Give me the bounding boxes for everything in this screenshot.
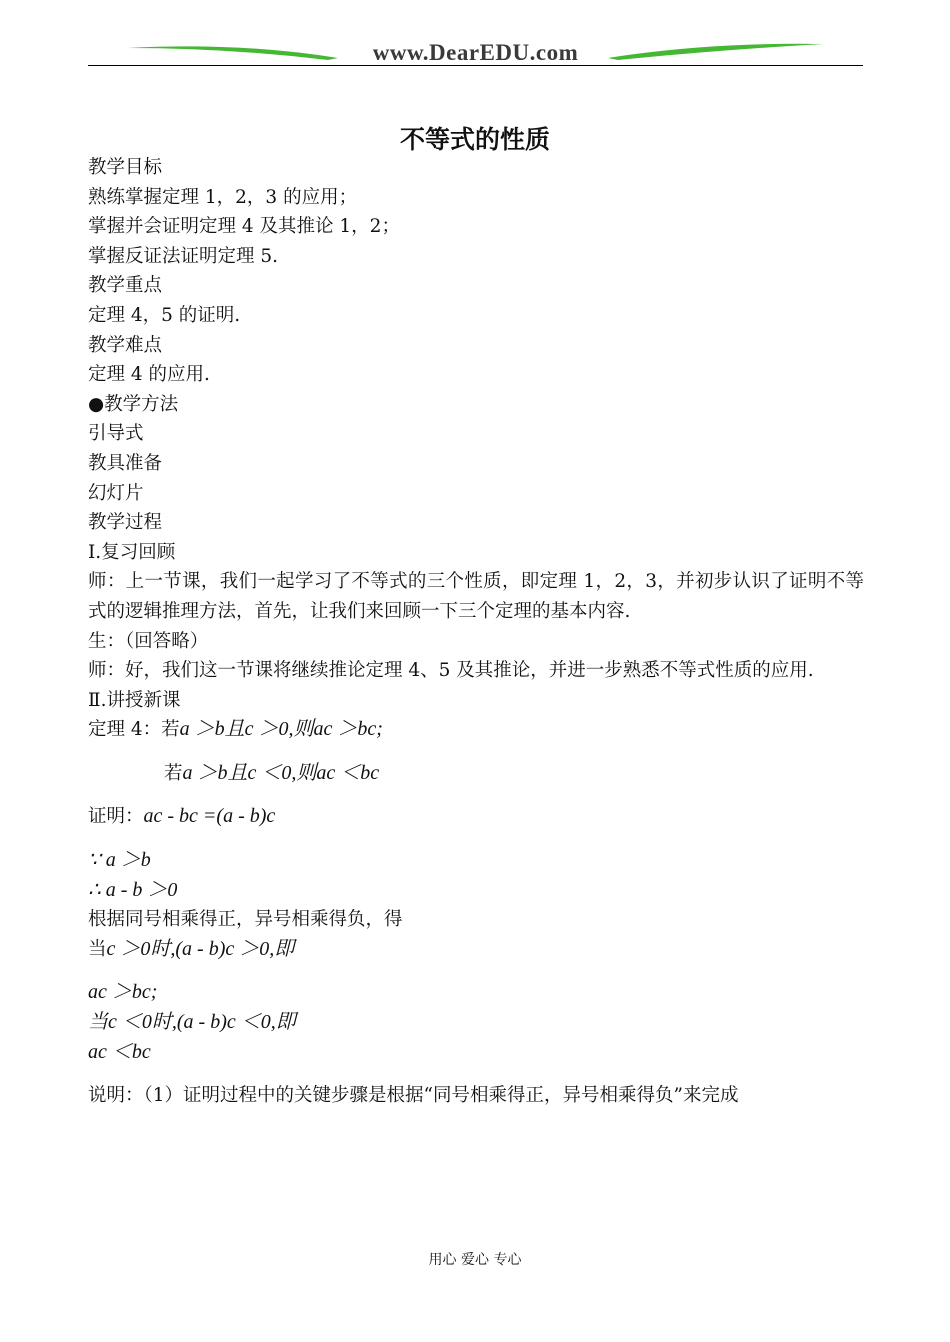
text-line: 掌握并会证明定理 4 及其推论 1，2； xyxy=(88,216,400,238)
math-expression: c ＞0时,(a - b)c ＞0,即 xyxy=(106,937,295,960)
theorem-4-line xyxy=(88,715,864,745)
document-body xyxy=(88,153,864,1111)
text-line: 教学难点 xyxy=(88,334,163,356)
text-line: 教学重点 xyxy=(88,275,163,297)
note-line: 说明：（1）证明过程中的关键步骤是根据“同号相乘得正，异号相乘得负”来完成 xyxy=(88,1085,739,1107)
result-line: ac ＞bc; xyxy=(88,981,158,1004)
math-expression: a ＞b且c ＞0,则ac ＞bc; xyxy=(179,718,383,741)
header-rule xyxy=(88,65,863,66)
text-line: 生：（回答略） xyxy=(88,630,209,652)
text-line: 引导式 xyxy=(88,423,144,445)
text-line: 熟练掌握定理 1，2，3 的应用； xyxy=(88,186,358,208)
page-header xyxy=(88,38,863,68)
case-negative-line: 当c ＜0时,(a - b)c ＜0,即 xyxy=(88,1011,296,1034)
text-line: 幻灯片 xyxy=(88,482,144,504)
math-expression: ac - bc =(a - b)c xyxy=(143,805,276,828)
spacer xyxy=(88,788,864,802)
page-title: 不等式的性质 xyxy=(399,125,550,154)
text-line: Ⅱ.讲授新课 xyxy=(88,689,181,711)
math-expression: a ＞b且c ＜0,则ac ＜bc xyxy=(182,761,380,784)
spacer xyxy=(88,832,864,846)
therefore-line: ∴ a - b ＞0 xyxy=(88,878,178,901)
theorem-label: 若 xyxy=(164,762,183,784)
case-positive-line xyxy=(88,935,864,965)
text-line: 定理 4 的应用. xyxy=(88,364,210,386)
case-label: 当 xyxy=(88,938,107,960)
theorem-label: 定理 4：若 xyxy=(88,719,180,741)
site-logo-text: www.DearEDU.com xyxy=(372,40,579,65)
spacer xyxy=(88,1067,864,1081)
text-line: 教学过程 xyxy=(88,512,163,534)
text-line: Ⅰ.复习回顾 xyxy=(88,541,176,563)
text-line: 教学目标 xyxy=(88,157,163,178)
text-line: 教具准备 xyxy=(88,452,163,474)
proof-label: 证明： xyxy=(88,806,144,828)
spacer xyxy=(88,964,864,978)
paragraph: 师：上一节课，我们一起学习了不等式的三个性质，即定理 1，2，3，并初步认识了证明不等式的逻辑推理方法，首先，让我们来回顾一下三个定理的基本内容. xyxy=(88,571,864,622)
text-line: 根据同号相乘得正，异号相乘得负，得 xyxy=(88,909,403,931)
text-line: 掌握反证法证明定理 5. xyxy=(88,245,279,267)
page-footer: 用心 爱心 专心 xyxy=(428,1252,522,1268)
text-line: 定理 4，5 的证明. xyxy=(88,304,241,326)
theorem-4b-line xyxy=(88,759,864,789)
result-line: ac ＜bc xyxy=(88,1040,151,1063)
because-line: ∵ a ＞b xyxy=(88,849,151,872)
spacer xyxy=(88,745,864,759)
proof-line xyxy=(88,802,864,832)
text-line: ●教学方法 xyxy=(88,393,179,415)
paragraph: 师：好，我们这一节课将继续推论定理 4、5 及其推论，并进一步熟悉不等式性质的应用. xyxy=(88,660,814,682)
